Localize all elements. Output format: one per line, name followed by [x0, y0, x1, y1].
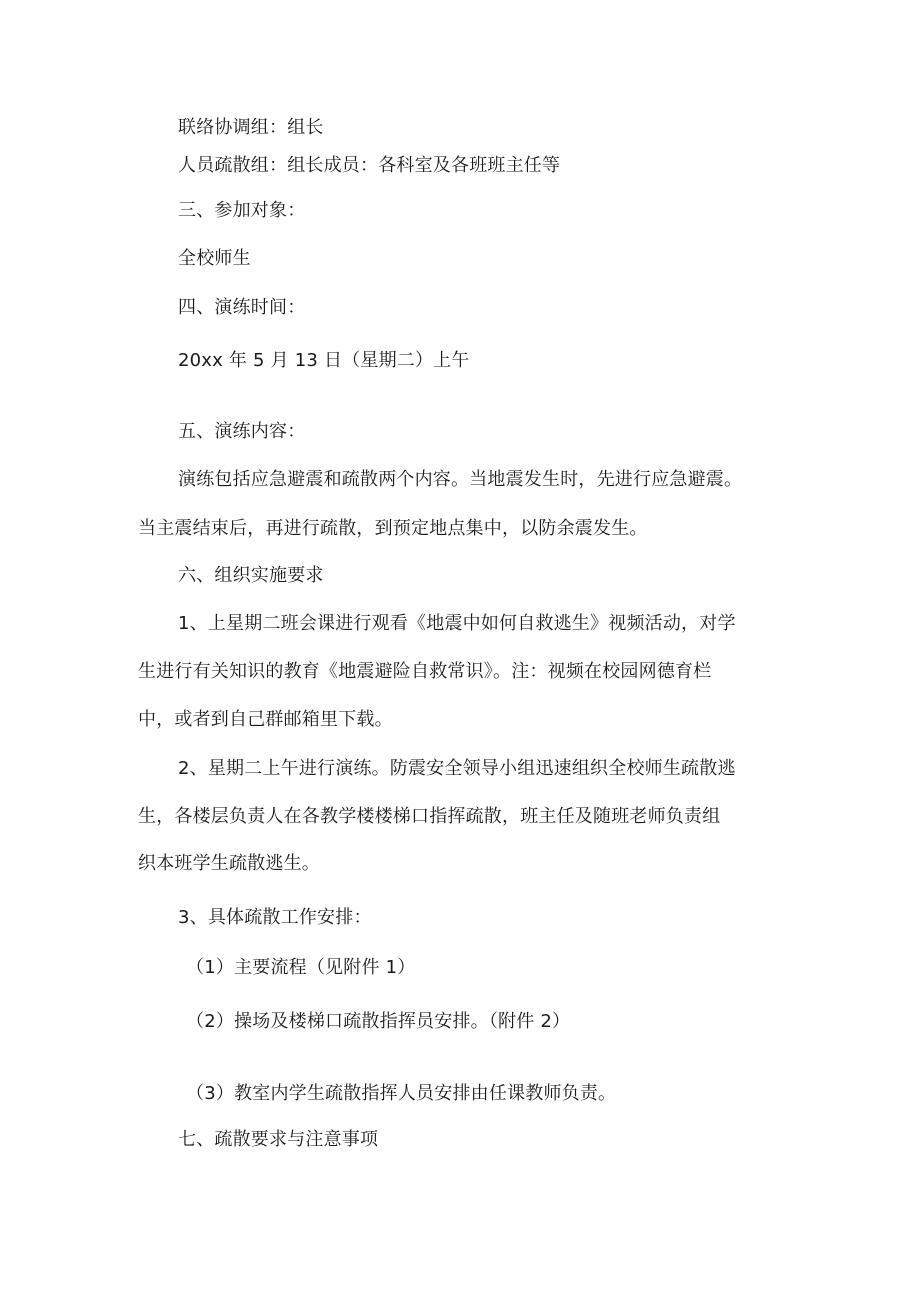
list-item: （3）教室内学生疏散指挥人员安排由任课教师负责。 — [186, 1083, 617, 1104]
section-heading: 五、演练内容： — [178, 421, 306, 442]
section-heading: 三、参加对象： — [178, 200, 306, 221]
paragraph-line: 当主震结束后，再进行疏散，到预定地点集中，以防余震发生。 — [138, 518, 648, 539]
paragraph-line: 人员疏散组：组长成员：各科室及各班班主任等 — [178, 155, 561, 176]
section-heading: 六、组织实施要求 — [178, 565, 324, 586]
paragraph-line: 生，各楼层负责人在各教学楼楼梯口指挥疏散，班主任及随班老师负责组 — [138, 806, 721, 827]
paragraph-line: 联络协调组：组长 — [178, 117, 324, 138]
paragraph-line: 2、星期二上午进行演练。防震安全领导小组迅速组织全校师生疏散逃 — [178, 758, 736, 779]
section-heading: 七、疏散要求与注意事项 — [178, 1129, 379, 1150]
paragraph-line: 演练包括应急避震和疏散两个内容。当地震发生时，先进行应急避震。 — [178, 469, 743, 490]
paragraph-line: 全校师生 — [178, 248, 251, 269]
list-item: （2）操场及楼梯口疏散指挥员安排。（附件 2） — [186, 1011, 571, 1032]
paragraph-line: 1、上星期二班会课进行观看《地震中如何自救逃生》视频活动，对学 — [178, 613, 736, 634]
section-heading: 四、演练时间： — [178, 297, 306, 318]
paragraph-line: 织本班学生疏散逃生。 — [138, 853, 320, 874]
paragraph-line: 20xx 年 5 月 13 日（星期二）上午 — [178, 350, 470, 371]
paragraph-line: 生进行有关知识的教育《地震避险自救常识》。注：视频在校园网德育栏 — [138, 661, 712, 682]
list-item: （1）主要流程（见附件 1） — [186, 957, 416, 978]
paragraph-line: 3、具体疏散工作安排： — [178, 907, 372, 928]
paragraph-line: 中，或者到自己群邮箱里下载。 — [138, 709, 393, 730]
